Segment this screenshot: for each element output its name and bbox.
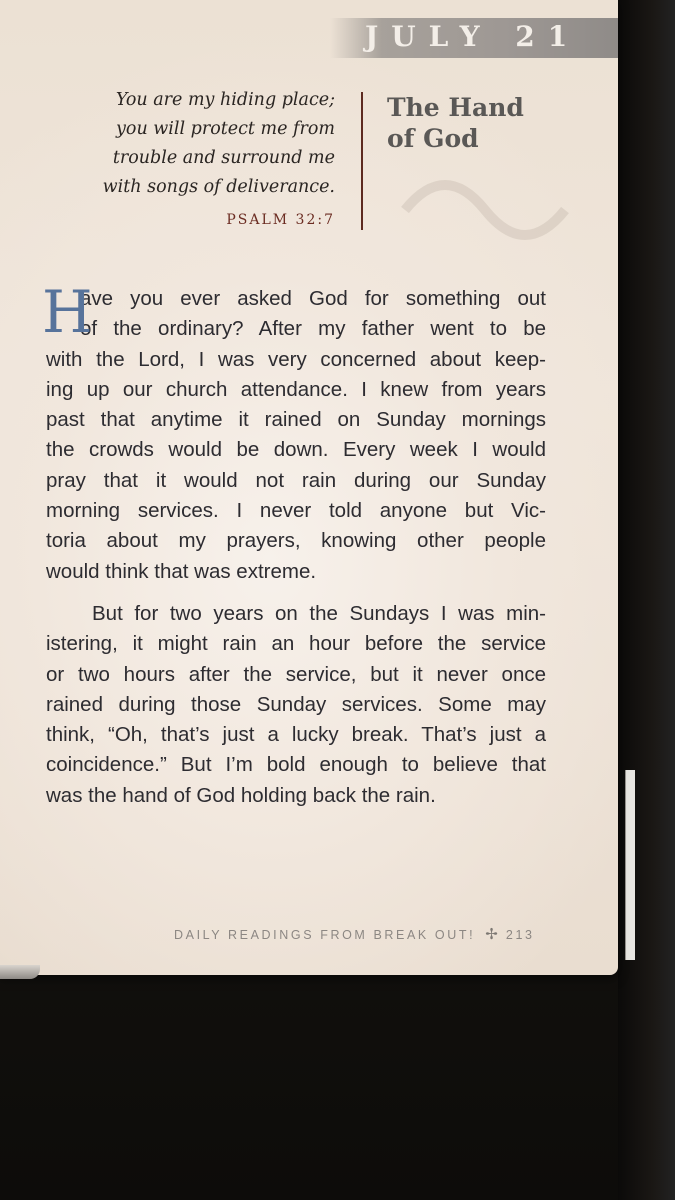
cross-icon: ✢ bbox=[485, 926, 498, 943]
body-line: the crowds would be down. Every week I would bbox=[46, 438, 546, 462]
paragraph-2 bbox=[46, 599, 546, 811]
background-shadow bbox=[618, 0, 675, 1200]
body-line: with the Lord, I was very concerned about keep- bbox=[46, 347, 546, 371]
watermark-ornament bbox=[385, 150, 585, 270]
page-footer bbox=[174, 925, 535, 943]
verse-reference: PSALM 32:7 bbox=[226, 212, 335, 228]
body-line: toria about my prayers, knowing other people bbox=[46, 529, 546, 553]
body-line: morning services. I never told anyone but Vic- bbox=[46, 499, 546, 523]
body-line: rained during those Sunday services. Some may bbox=[46, 692, 546, 716]
date-label: JULY 21 bbox=[365, 20, 581, 53]
body-line: or two hours after the service, but it never once bbox=[46, 662, 546, 686]
body-line: ing up our church attendance. I knew from years bbox=[46, 377, 546, 401]
paragraph-1 bbox=[46, 284, 546, 587]
body-line: But for two years on the Sundays I was min- bbox=[92, 601, 546, 625]
body-line: pray that it would not rain during our Sunday bbox=[46, 468, 546, 492]
vertical-divider bbox=[361, 92, 363, 230]
bookmark-strip bbox=[625, 770, 635, 960]
verse-line: trouble and surround me bbox=[112, 148, 335, 168]
body-line: would think that was extreme. bbox=[46, 559, 317, 583]
date-banner bbox=[330, 18, 618, 58]
body-line: was the hand of God holding back the rain. bbox=[46, 783, 436, 807]
book-title: DAILY READINGS FROM BREAK OUT! bbox=[174, 928, 476, 942]
verse-line: you will protect me from bbox=[116, 119, 335, 139]
reading-title bbox=[387, 92, 524, 154]
title-line: The Hand bbox=[387, 93, 524, 122]
scripture-verse bbox=[95, 86, 335, 202]
body-line: past that anytime it rained on Sunday mornings bbox=[46, 408, 546, 432]
verse-line: with songs of deliverance. bbox=[102, 177, 335, 197]
verse-line: You are my hiding place; bbox=[115, 90, 335, 110]
reading-body bbox=[42, 278, 546, 811]
body-line: think, “Oh, that’s just a lucky break. That’s just a bbox=[46, 723, 546, 747]
title-line: of God bbox=[387, 124, 479, 153]
body-line: coincidence.” But I’m bold enough to believe that bbox=[46, 753, 546, 777]
body-line: ave you ever asked God for something out bbox=[80, 287, 546, 310]
page-edge bbox=[0, 965, 40, 979]
drop-cap: H bbox=[42, 278, 93, 346]
body-line: istering, it might rain an hour before the service bbox=[46, 632, 546, 656]
page-number: 213 bbox=[505, 928, 535, 942]
body-line: of the ordinary? After my father went to be bbox=[80, 317, 546, 341]
